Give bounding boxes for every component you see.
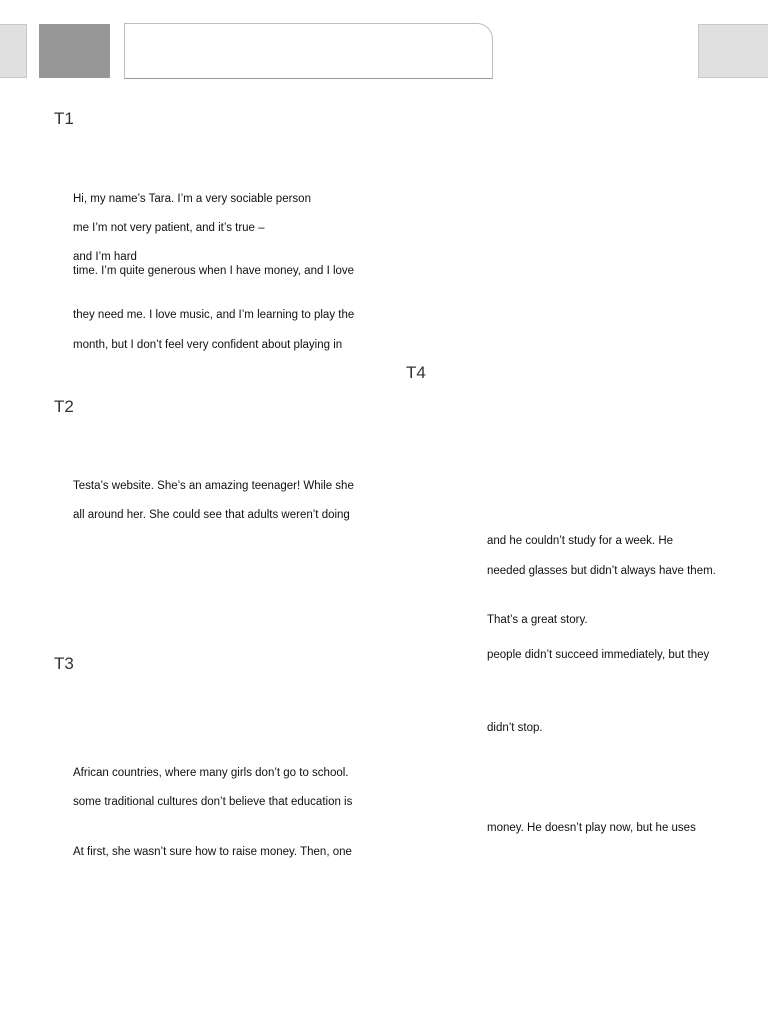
- t1-line: Hi, my name’s Tara. I’m a very sociable person: [73, 193, 311, 205]
- t4-line: money. He doesn’t play now, but he uses: [487, 822, 696, 834]
- page-title-box: [124, 23, 493, 79]
- heading-t4: T4: [406, 363, 426, 382]
- heading-t1: T1: [54, 109, 74, 128]
- t1-line: time. I’m quite generous when I have money, and I love: [73, 265, 355, 277]
- heading-t3: T3: [54, 654, 74, 673]
- t3-line: At first, she wasn’t sure how to raise money. Then, one: [73, 846, 352, 858]
- t1-line: and I’m hard: [73, 251, 137, 263]
- t4-line: That’s a great story.: [487, 614, 588, 626]
- heading-t2: T2: [54, 397, 74, 416]
- t2-line: Testa’s website. She’s an amazing teenager! While she: [73, 480, 354, 492]
- t4-line: and he couldn’t study for a week. He: [487, 535, 674, 547]
- t1-line: month, but I don’t feel very confident about playing in: [73, 339, 343, 351]
- unit-number-box: [39, 24, 110, 78]
- t4-line: needed glasses but didn’t always have them.: [487, 565, 716, 577]
- t1-line: me I’m not very patient, and it’s true –: [73, 222, 265, 234]
- t3-line: African countries, where many girls don’t go to school.: [73, 767, 349, 779]
- t2-line: all around her. She could see that adults weren’t doing: [73, 509, 350, 521]
- t4-line: people didn’t succeed immediately, but they: [487, 649, 710, 661]
- t4-line: didn’t stop.: [487, 722, 543, 734]
- t3-line: some traditional cultures don’t believe that education is: [73, 796, 353, 808]
- left-edge-tab: [0, 24, 27, 78]
- t1-line: they need me. I love music, and I’m learning to play the: [73, 309, 355, 321]
- right-edge-tab: [698, 24, 768, 78]
